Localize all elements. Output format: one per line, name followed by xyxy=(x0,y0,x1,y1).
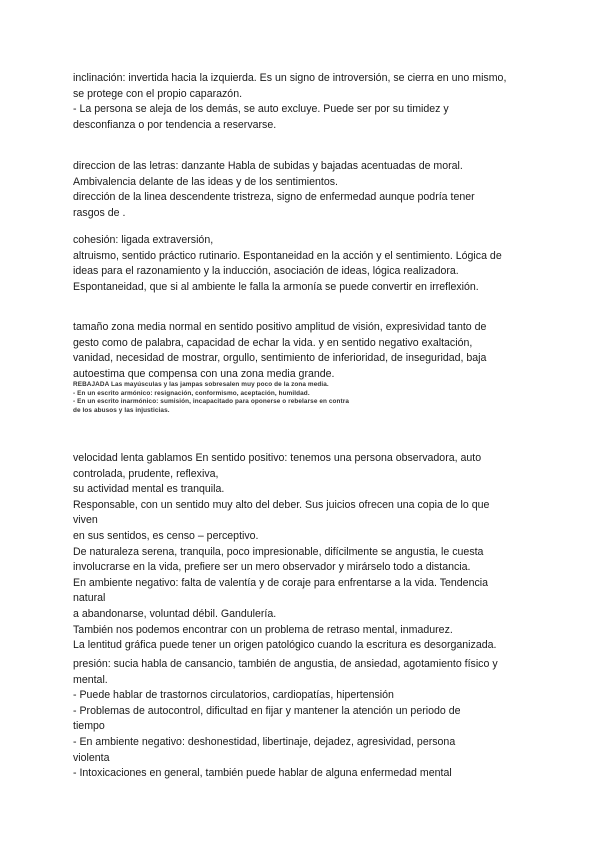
cohesion-paragraph xyxy=(73,233,543,295)
text-line: viven xyxy=(73,514,98,527)
presion-paragraph xyxy=(73,657,543,782)
text-line: Espontaneidad, que si al ambiente le falla la armonía se puede convertir en irreflexión. xyxy=(73,280,479,293)
tamano-paragraph xyxy=(73,320,543,382)
text-line: Responsable, con un sentido muy alto del deber. Sus juicios ofrecen una copia de lo que xyxy=(73,498,490,511)
text-line: mental. xyxy=(73,673,108,686)
text-line: cohesión: ligada extraversión, xyxy=(73,234,214,246)
text-line: rasgos de . xyxy=(73,206,126,219)
text-line: controlada, prudente, reflexiva, xyxy=(73,467,219,480)
text-line: natural xyxy=(73,592,106,605)
small-text-line: de los abusos y las injusticias. xyxy=(73,406,170,414)
velocidad-paragraph xyxy=(73,451,543,654)
direccion-paragraph xyxy=(73,159,543,221)
small-text-line: - En un escrito inarmónico: sumisión, incapacitado para oponerse o rebelarse en contra xyxy=(73,398,350,406)
text-line: en sus sentidos, es censo – perceptivo. xyxy=(73,529,259,542)
text-line: De naturaleza serena, tranquila, poco impresionable, difícilmente se angustia, le cuesta xyxy=(73,545,484,558)
inclinacion-paragraph xyxy=(73,71,543,133)
text-line: su actividad mental es tranquila. xyxy=(73,483,225,496)
text-line: En ambiente negativo: falta de valentía y de coraje para enfrentarse a la vida. Tendencia xyxy=(73,576,488,589)
text-line: También nos podemos encontrar con un problema de retraso mental, inmadurez. xyxy=(73,623,453,636)
text-line: autoestima que compensa con una zona media grande. xyxy=(73,367,335,380)
small-text-line: REBAJADA Las mayúsculas y las jampas sobresalen muy poco de la zona media. xyxy=(73,381,329,388)
text-line: Ambivalencia delante de las ideas y de los sentimientos. xyxy=(73,175,338,188)
small-text-line: - En un escrito armónico: resignación, conformismo, aceptación, humildad. xyxy=(73,389,310,397)
text-line: - Intoxicaciones en general, también puede hablar de alguna enfermedad mental xyxy=(73,767,452,780)
text-line: a abandonarse, voluntad débil. Gandulería. xyxy=(73,607,277,620)
text-line: La lentitud gráfica puede tener un origen patológico cuando la escritura es desorganizada. xyxy=(73,639,497,652)
text-line: direccion de las letras: danzante Habla de subidas y bajadas acentuadas de moral. xyxy=(73,160,463,172)
text-line: dirección de la linea descendente tristreza, signo de enfermedad aunque podría tener xyxy=(73,191,475,204)
text-line: violenta xyxy=(73,751,110,764)
text-line: - La persona se aleja de los demás, se auto excluye. Puede ser por su timidez y xyxy=(73,103,449,116)
text-line: tamaño zona media normal en sentido positivo amplitud de visión, expresividad tanto de xyxy=(73,321,487,333)
text-line: desconfianza o por tendencia a reservarse. xyxy=(73,118,277,131)
rebajada-note xyxy=(73,381,543,415)
text-line: ideas para el razonamiento y la inducción, asociación de ideas, lógica realizadora. xyxy=(73,265,459,278)
text-line: - Puede hablar de trastornos circulatorios, cardiopatías, hipertensión xyxy=(73,689,394,702)
text-line: inclinación: invertida hacia la izquierda. Es un signo de introversión, se cierra en uno mismo, xyxy=(73,72,507,84)
text-line: involucrarse en la vida, prefiere ser un mero observador y mirárselo todo a distancia. xyxy=(73,561,471,574)
text-line: gesto como de palabra, capacidad de echar la vida. y en sentido negativo exaltación, xyxy=(73,336,473,349)
text-line: - En ambiente negativo: deshonestidad, libertinaje, dejadez, agresividad, persona xyxy=(73,735,456,748)
text-line: se protege con el propio caparazón. xyxy=(73,87,243,100)
text-line: - Problemas de autocontrol, dificultad en fijar y mantener la atención un periodo de xyxy=(73,704,461,717)
text-line: velocidad lenta gablamos En sentido positivo: tenemos una persona observadora, auto xyxy=(73,452,482,464)
text-line: vanidad, necesidad de mostrar, orgullo, sentimiento de inferioridad, de inseguridad, baja xyxy=(73,352,487,365)
text-line: presión: sucia habla de cansancio, también de angustia, de ansiedad, agotamiento físico y xyxy=(73,658,498,670)
text-line: tiempo xyxy=(73,720,105,733)
text-line: altruismo, sentido práctico rutinario. Espontaneidad en la acción y el sentimiento. Lógica de xyxy=(73,249,502,262)
